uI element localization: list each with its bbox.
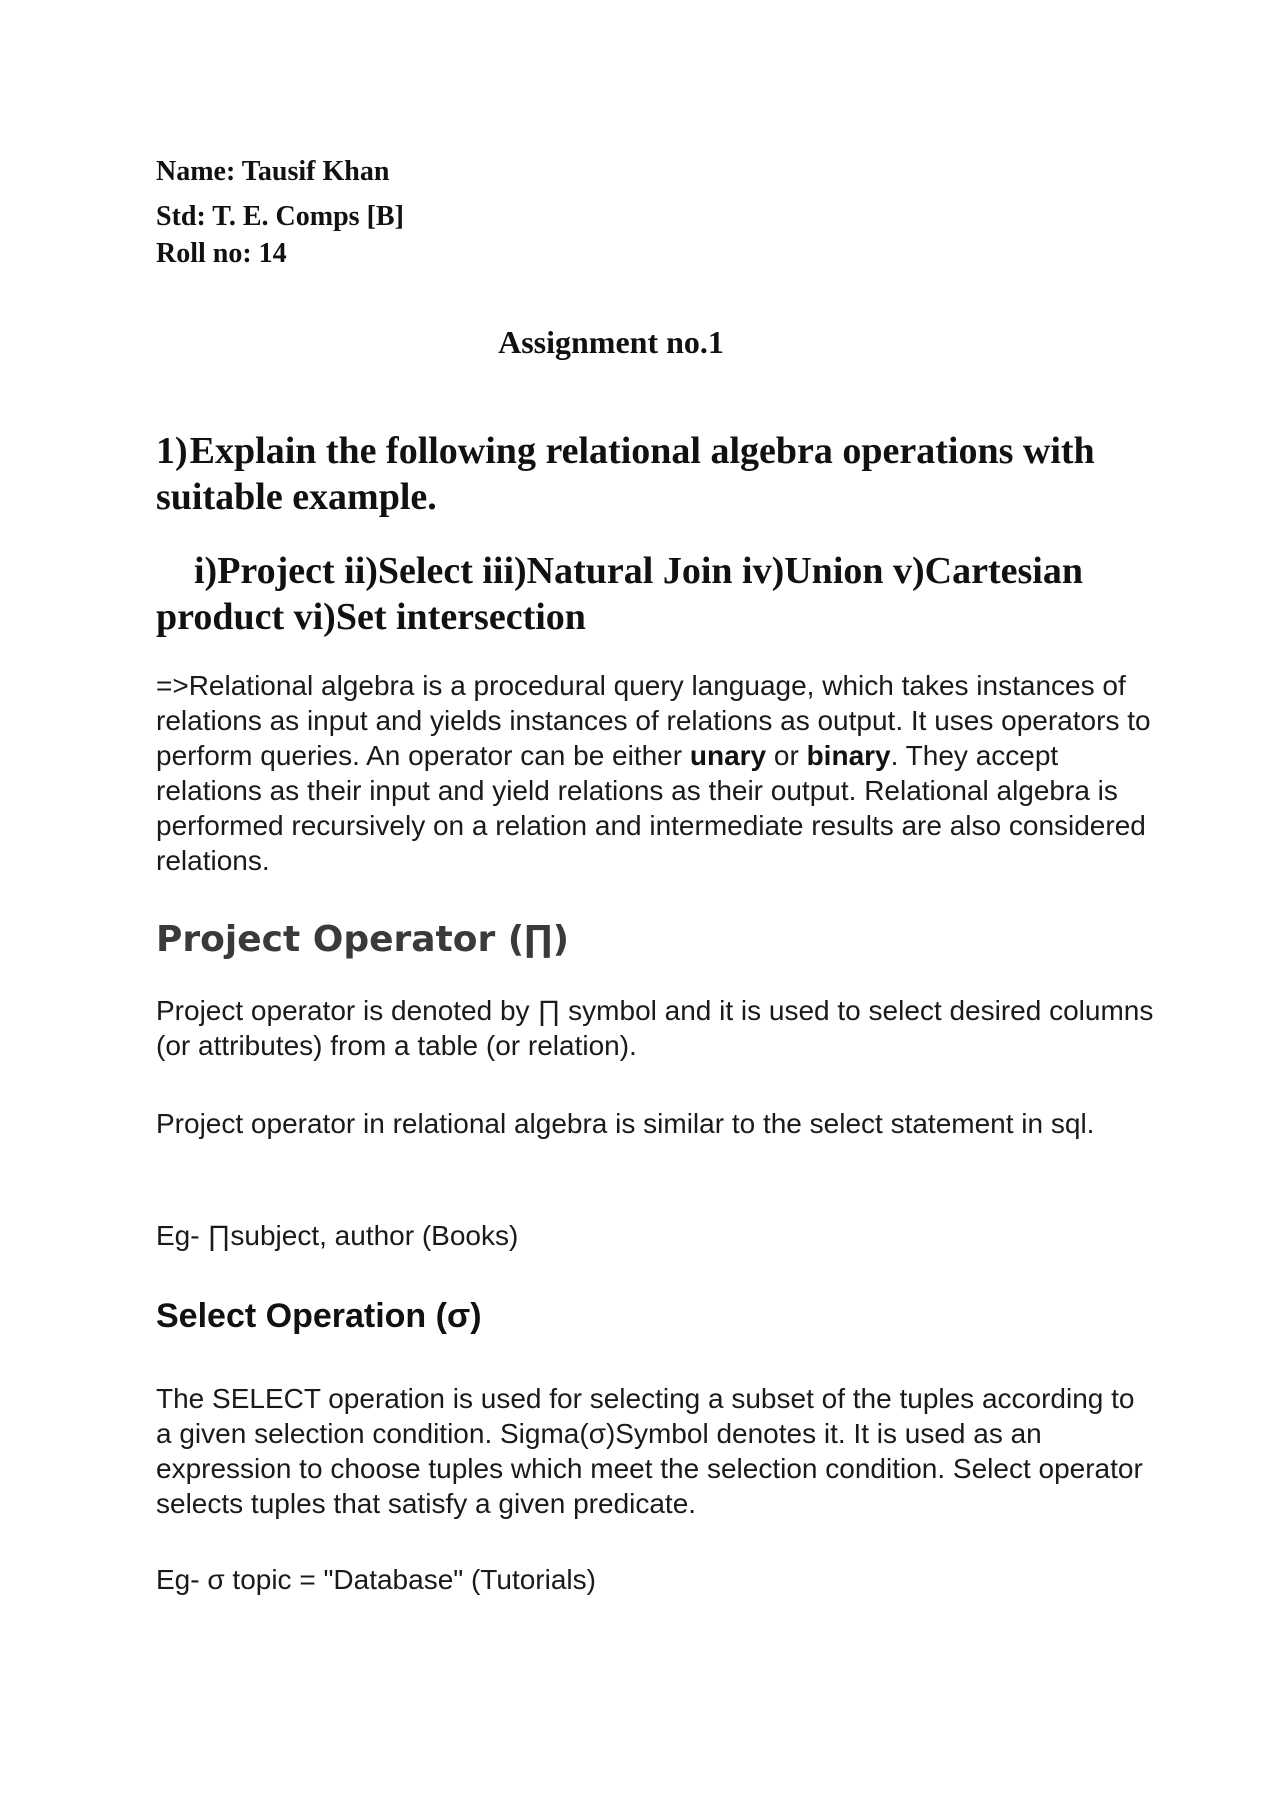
assignment-title: Assignment no.1 xyxy=(498,324,724,360)
select-paragraph-1: The SELECT operation is used for selecting a subset of the tuples according to a given selection condition. Sigma(σ)Symbol denotes it. It is used as an expression to choose tuples which meet the selection condition. Select operator selects tuples that satisfy a given predicate. xyxy=(156,1383,1143,1519)
question-number: 1) xyxy=(156,430,188,472)
project-paragraph-2: Project operator in relational algebra is similar to the select statement in sql. xyxy=(156,1108,1095,1139)
question-heading xyxy=(156,428,1156,520)
project-paragraph-1: Project operator is denoted by ∏ symbol and it is used to select desired columns (or attributes) from a table (or relation). xyxy=(156,995,1154,1061)
intro-text-1: =>Relational algebra is a procedural query language, which takes instances of relations as input and yields instances of relations as output. It uses operators to perform queries. An operator can be either xyxy=(156,670,1151,771)
intro-text-2: or xyxy=(766,740,807,771)
project-operator-heading: Project Operator (∏) xyxy=(156,919,570,960)
student-std: Std: T. E. Comps [B] xyxy=(156,201,404,232)
intro-text-3: . They accept relations as their input and yield relations as their output. Relational algebra is performed recursively on a relation and intermediate results are also considered relations. xyxy=(156,740,1146,876)
project-example: Eg- ∏subject, author (Books) xyxy=(156,1220,519,1251)
intro-paragraph xyxy=(156,668,1156,878)
select-operation-heading: Select Operation (σ) xyxy=(156,1297,482,1335)
intro-unary: unary xyxy=(689,740,767,771)
question-text: Explain the following relational algebra operations with suitable example. xyxy=(156,430,1095,518)
student-name: Name: Tausif Khan xyxy=(156,156,390,187)
select-example: Eg- σ topic = "Database" (Tutorials) xyxy=(156,1564,596,1595)
student-roll: Roll no: 14 xyxy=(156,238,287,269)
intro-binary: binary xyxy=(806,740,891,771)
operations-list: i)Project ii)Select iii)Natural Join iv)Union v)Cartesian product vi)Set intersection xyxy=(156,550,1083,638)
